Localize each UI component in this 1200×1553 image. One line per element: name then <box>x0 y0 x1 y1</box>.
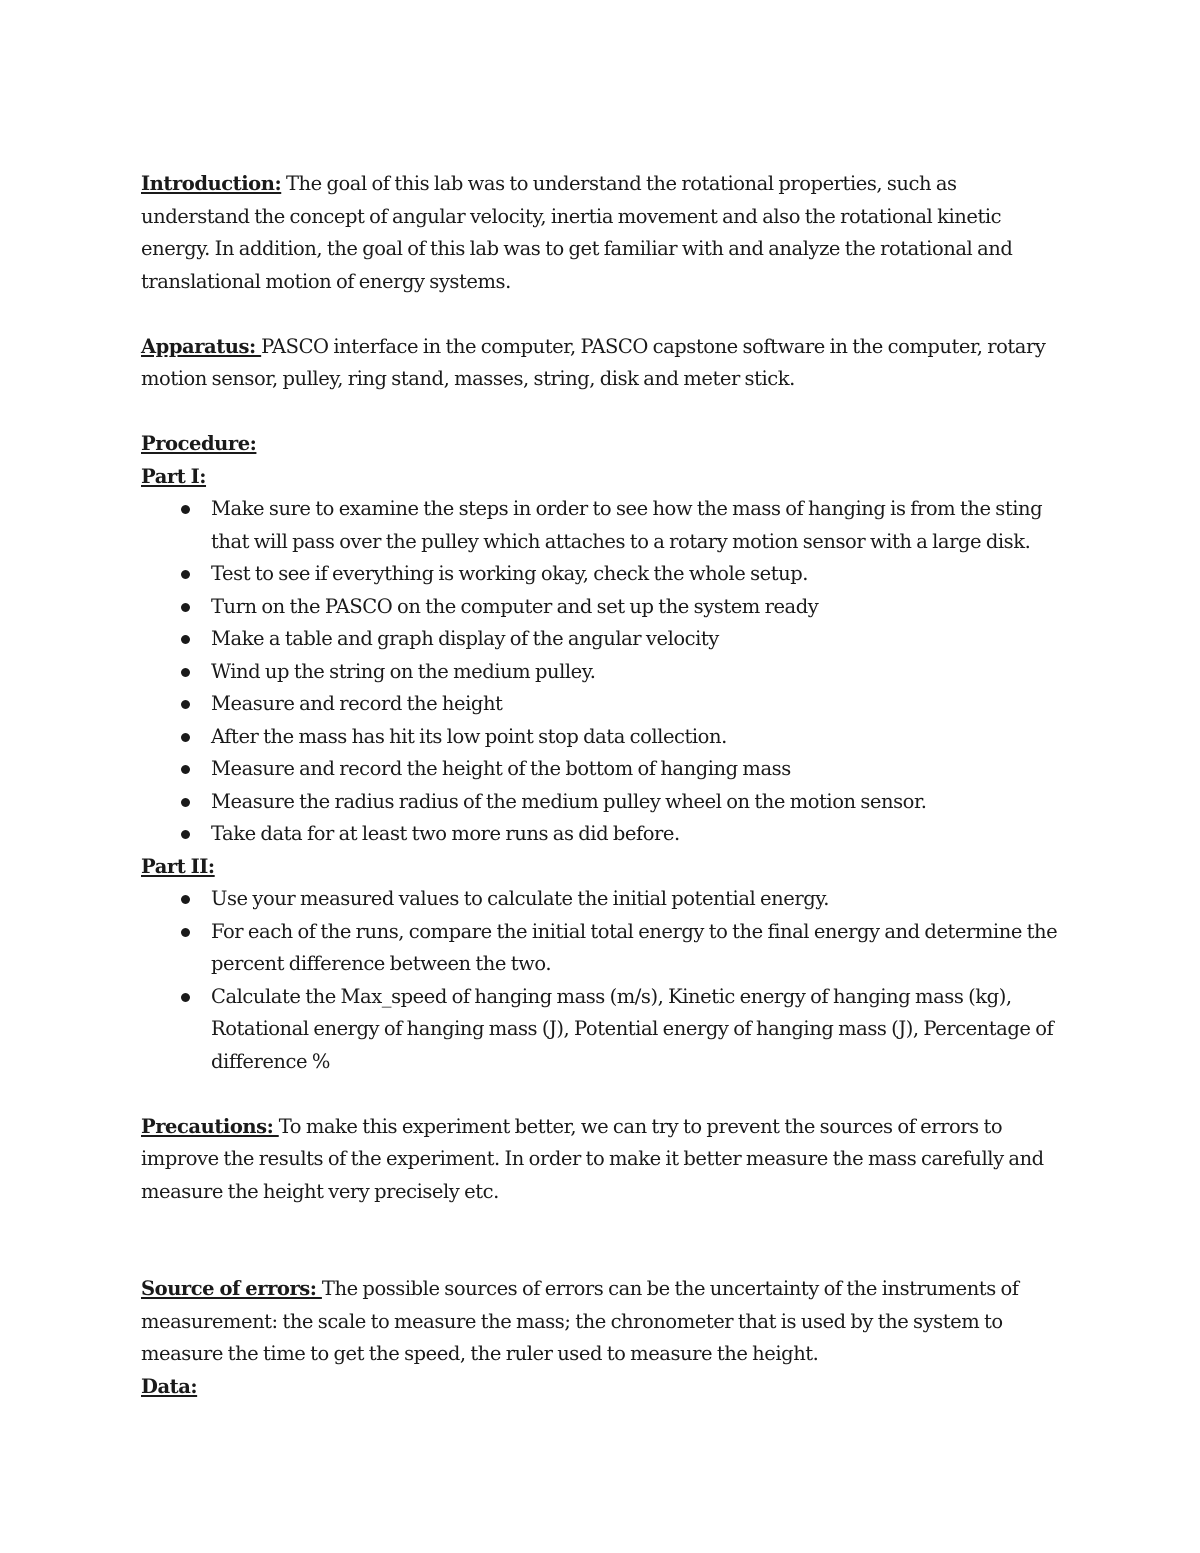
list-item-text: Use your measured values to calculate the initial potential energy. <box>211 887 829 910</box>
list-item <box>211 493 1066 558</box>
bullet-icon <box>181 700 190 709</box>
list-item-text: Calculate the Max_speed of hanging mass (m/s), Kinetic energy of hanging mass (kg), Rotational energy of hanging mass (J), Potential energy of hanging mass (J), Percentage of difference % <box>211 984 1054 1073</box>
bullet-icon <box>181 895 190 904</box>
bullet-icon <box>181 733 190 742</box>
list-item-text: Measure and record the height of the bottom of hanging mass <box>211 757 791 780</box>
errors-text: The possible sources of errors can be the uncertainty of the instruments of measurement: the scale to measure the mass; the chronometer that is used by the system to measure the time to get the speed, the ruler used to measure the height. <box>141 1277 1019 1365</box>
list-item <box>211 688 1066 721</box>
bullet-icon <box>181 830 190 839</box>
bullet-icon <box>181 603 190 612</box>
bullet-icon <box>181 570 190 579</box>
data-section <box>141 1371 1066 1404</box>
list-item <box>211 818 1066 851</box>
introduction-text: The goal of this lab was to understand the rotational properties, such as understand the concept of angular velocity, inertia movement and also the rotational kinetic energy. In addition, the goal of this lab was to get familiar with and analyze the rotational and translational motion of energy systems. <box>141 172 1013 293</box>
list-item-text: Take data for at least two more runs as did before. <box>211 822 680 845</box>
bullet-icon <box>181 505 190 514</box>
apparatus-heading: Apparatus: <box>141 334 262 358</box>
bullet-icon <box>181 928 190 937</box>
spacer <box>141 396 1066 429</box>
precautions-text: To make this experiment better, we can try to prevent the sources of errors to improve the results of the experiment. In order to make it better measure the mass carefully and measure the height very precisely etc. <box>141 1114 1044 1203</box>
precautions-heading: Precautions: <box>141 1114 279 1138</box>
precautions-paragraph <box>141 1111 1066 1209</box>
part1-list <box>141 493 1066 851</box>
procedure-heading: Procedure: <box>141 432 257 455</box>
part2-section <box>141 851 1066 884</box>
spacer <box>141 1208 1066 1273</box>
part2-heading: Part II: <box>141 854 215 878</box>
document-page <box>141 168 1066 1403</box>
list-item-text: Measure the radius radius of the medium pulley wheel on the motion sensor. <box>211 789 927 813</box>
list-item <box>211 721 1066 754</box>
introduction-heading: Introduction: <box>141 172 282 195</box>
list-item <box>211 623 1066 656</box>
part1-section <box>141 461 1066 494</box>
part2-list <box>141 883 1066 1078</box>
bullet-icon <box>181 993 190 1002</box>
list-item <box>211 753 1066 786</box>
list-item-text: Make a table and graph display of the angular velocity <box>211 627 719 650</box>
list-item <box>211 916 1066 981</box>
data-heading: Data: <box>141 1374 198 1398</box>
list-item-text: For each of the runs, compare the initial total energy to the final energy and determine the percent difference between the two. <box>211 919 1058 975</box>
bullet-icon <box>181 798 190 807</box>
errors-heading: Source of errors: <box>141 1277 322 1300</box>
list-item <box>211 591 1066 624</box>
list-item-text: Make sure to examine the steps in order to see how the mass of hanging is from the sting that will pass over the pulley which attaches to a rotary motion sensor with a large disk. <box>211 497 1043 553</box>
errors-paragraph <box>141 1273 1066 1371</box>
bullet-icon <box>181 668 190 677</box>
list-item-text: Measure and record the height <box>211 692 503 715</box>
spacer <box>141 298 1066 331</box>
list-item-text: Turn on the PASCO on the computer and set up the system ready <box>211 594 819 618</box>
bullet-icon <box>181 635 190 644</box>
list-item-text: After the mass has hit its low point stop data collection. <box>211 724 727 748</box>
list-item <box>211 883 1066 916</box>
list-item <box>211 558 1066 591</box>
procedure-section <box>141 428 1066 461</box>
list-item <box>211 786 1066 819</box>
bullet-icon <box>181 765 190 774</box>
list-item-text: Test to see if everything is working okay, check the whole setup. <box>211 562 809 585</box>
apparatus-paragraph <box>141 331 1066 396</box>
list-item-text: Wind up the string on the medium pulley. <box>211 659 596 683</box>
introduction-paragraph <box>141 168 1066 298</box>
spacer <box>141 1078 1066 1111</box>
list-item <box>211 981 1066 1079</box>
apparatus-text: PASCO interface in the computer, PASCO capstone software in the computer, rotary motion sensor, pulley, ring stand, masses, string, disk and meter stick. <box>141 334 1046 390</box>
part1-heading: Part I: <box>141 464 207 488</box>
list-item <box>211 656 1066 689</box>
